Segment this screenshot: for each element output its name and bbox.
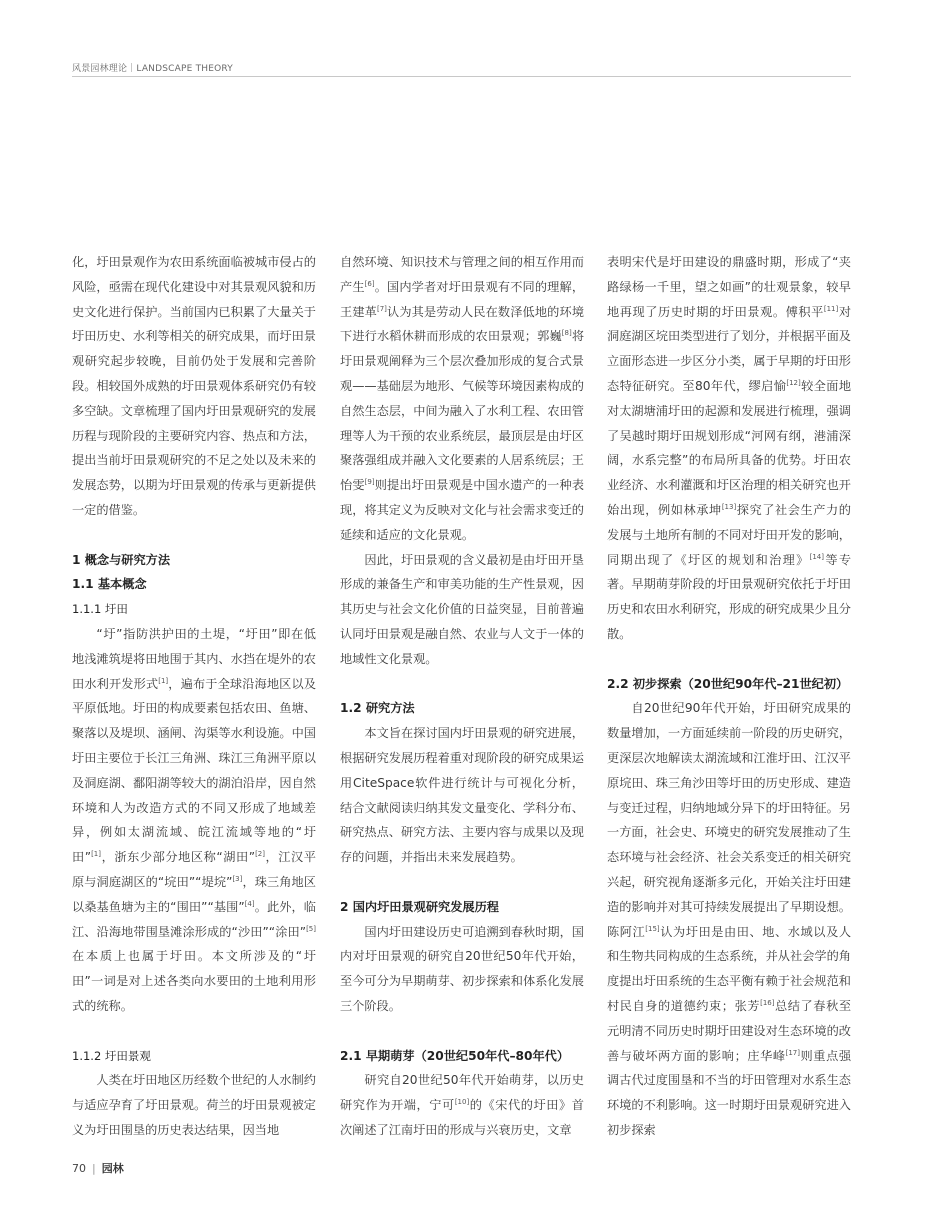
paragraph: 因此，圩田景观的含义最初是由圩田开垦形成的兼备生产和审美功能的生产性景观，因其历史与社会文化价值的日益突显，目前普遍认同圩田景观是融自然、农业与人文于一体的地域性文化景观。	[340, 552, 584, 666]
subsubsection-heading: 1.1.2 圩田景观	[72, 1048, 151, 1063]
running-header: 风景园林理论｜LANDSCAPE THEORY	[72, 64, 233, 74]
citation[interactable]: [5]	[306, 924, 316, 933]
citation[interactable]: [10]	[454, 1098, 470, 1107]
subsection-heading: 2.1 早期萌芽（20世纪50年代–80年代）	[340, 1048, 570, 1063]
paragraph: 国内圩田建设历史可追溯到春秋时期，国内对圩田景观的研究自20世纪50年代开始，至今可分为早期萌芽、初步探索和体系化发展三个阶段。	[340, 924, 584, 1013]
text-column-1	[72, 250, 316, 1143]
citation[interactable]: [7]	[376, 304, 387, 313]
citation[interactable]: [11]	[823, 304, 839, 313]
paragraph: 自20世纪90年代开始，圩田研究成果的数量增加，一方面延续前一阶段的历史研究，更深层次地解读太湖流域和江淮圩田、江汉平原垸田、珠三角沙田等圩田的历史形成、建造与变迁过程，归纳地域分异下的圩田特征。另一方面，社会史、环境史的研究发展推动了生态环境与社会经济、社会关系变迁的相关研究兴起，研究视角逐渐多元化，开始关注圩田建造的影响并对其可持续发展提出了早期设想。陈阿江[15]认为圩田是由田、地、水域以及人和生物共同构成的生态系统，并从社会学的角度提出圩田系统的生态平衡有赖于社会规范和村民自身的道德约束；张芳[16]总结了春秋至元明清不同历史时期圩田建设对生态环境的改善与破坏两方面的影响；庄华峰[17]则重点强调古代过度围垦和不当的圩田管理对水系生态环境的不利影响。这一时期圩田景观研究进入初步探索	[607, 701, 852, 1137]
text-column-3	[607, 250, 851, 1143]
citation[interactable]: [1]	[158, 676, 169, 685]
citation[interactable]: [8]	[561, 329, 572, 338]
citation[interactable]: [12]	[786, 378, 801, 387]
citation[interactable]: [14]	[809, 552, 824, 561]
citation[interactable]: [15]	[645, 924, 660, 933]
paragraph: 自然环境、知识技术与管理之间的相互作用而产生[6]。国内学者对圩田景观有不同的理解，王建革[7]认为其是劳动人民在数泽低地的环境下进行水稻休耕而形成的农田景观；郭巍[8]将圩田景观阐释为三个层次叠加形成的复合式景观——基础层为地形、气候等环境因素构成的自然生态层，中间为融入了水利工程、农田管理等人为干预的农业系统层，最顶层是由圩区聚落强组成并融入文化要素的人居系统层；王怡雯[9]则提出圩田景观是中国水遗产的一种表现，将其定义为反映对文化与社会需求变迁的延续和适应的文化景观。	[340, 255, 585, 542]
text-column-2	[340, 250, 584, 1143]
section-heading: 1 概念与研究方法	[72, 552, 171, 567]
citation[interactable]: [1]	[91, 850, 101, 859]
citation[interactable]: [6]	[364, 279, 375, 288]
page-number: 70	[72, 1161, 86, 1175]
citation[interactable]: [9]	[364, 478, 375, 487]
citation[interactable]: [16]	[760, 998, 775, 1007]
header-divider	[72, 76, 851, 77]
footer-separator: |	[92, 1161, 96, 1175]
citation[interactable]: [13]	[721, 502, 737, 511]
paragraph: 研究自20世纪50年代开始萌芽，以历史研究作为开端，宁可[10]的《宋代的圩田》首次阐述了江南圩田的形成与兴衰历史，文章	[340, 1073, 584, 1137]
citation[interactable]: [3]	[232, 874, 243, 883]
journal-logo: 园林	[101, 1162, 124, 1175]
citation[interactable]: [4]	[244, 899, 255, 908]
paragraph: 本文旨在探讨国内圩田景观的研究进展，根据研究发展历程着重对现阶段的研究成果运用CiteSpace软件进行统计与可视化分析，结合文献阅读归纳其发文量变化、学科分布、研究热点、研究方法、主要内容与成果以及现存的问题，并指出未来发展趋势。	[340, 726, 584, 865]
citation[interactable]: [2]	[255, 850, 265, 859]
paragraph: “圩”指防洪护田的土堤，“圩田”即在低地浅滩筑堤将田地围于其内、水挡在堤外的农田水利开发形式[1]，遍布于全球沿海地区以及平原低地。圩田的构成要素包括农田、鱼塘、聚落以及堤坝、涵闸、沟渠等水利设施。中国圩田主要位于长江三角洲、珠江三角洲平原以及洞庭湖、鄱阳湖等较大的湖泊沿岸，因自然环境和人为改造方式的不同又形成了地域差异，例如太湖流域、皖江流域等地的“圩田”[1]，浙东少部分地区称“湖田”[2]，江汉平原与洞庭湖区的“垸田”“堤垸”[3]，珠三角地区以桑基鱼塘为主的“围田”“基围”[4]。此外，临江、沿海地带围垦滩涂形成的“沙田”“涂田”[5]在本质上也属于圩田。本文所涉及的“圩田”一词是对上述各类向水要田的土地利用形式的统称。	[72, 626, 317, 1013]
subsection-heading: 2.2 初步探索（20世纪90年代–21世纪初）	[607, 676, 849, 691]
citation[interactable]: [17]	[785, 1048, 800, 1057]
subsection-heading: 1.2 研究方法	[340, 701, 415, 716]
paragraph: 化，圩田景观作为农田系统面临被城市侵占的风险，亟需在现代化建设中对其景观风貌和历史文化进行保护。当前国内已积累了大量关于圩田历史、水利等相关的研究成果，而圩田景观研究起步较晚，目前仍处于发展和完善阶段。相较国外成熟的圩田景观体系研究仍有较多空缺。文章梳理了国内圩田景观研究的发展历程与现阶段的主要研究内容、热点和方法，提出当前圩田景观研究的不足之处以及未来的发展态势，以期为圩田景观的传承与更新提供一定的借鉴。	[72, 255, 316, 517]
paragraph: 表明宋代是圩田建设的鼎盛时期，形成了“夹路绿杨一千里，望之如画”的壮观景象，较早地再现了历史时期的圩田景观。傅积平[11]对洞庭湖区垸田类型进行了划分，并根据平面及立面形态进一步区分小类，属于早期的圩田形态特征研究。至80年代，缪启愉[12]较全面地对太湖塘浦圩田的起源和发展进行梳理，强调了吴越时期圩田规划形成“河网有纲，港浦深阔，水系完整”的布局所具备的优势。圩田农业经济、水利灌溉和圩区治理的相关研究也开始出现，例如林承坤[13]探究了社会生产力的发展与土地所有制的不同对圩田开发的影响，同期出现了《圩区的规划和治理》[14]等专著。早期萌芽阶段的圩田景观研究依托于圩田历史和农田水利研究，形成的研究成果少且分散。	[607, 255, 852, 641]
section-heading: 2 国内圩田景观研究发展历程	[340, 899, 499, 914]
paragraph: 人类在圩田地区历经数个世纪的人水制约与适应孕育了圩田景观。荷兰的圩田景观被定义为圩田围垦的历史表达结果，因当地	[72, 1073, 316, 1137]
subsubsection-heading: 1.1.1 圩田	[72, 602, 128, 617]
page-footer	[72, 1160, 124, 1176]
subsection-heading: 1.1 基本概念	[72, 577, 147, 592]
